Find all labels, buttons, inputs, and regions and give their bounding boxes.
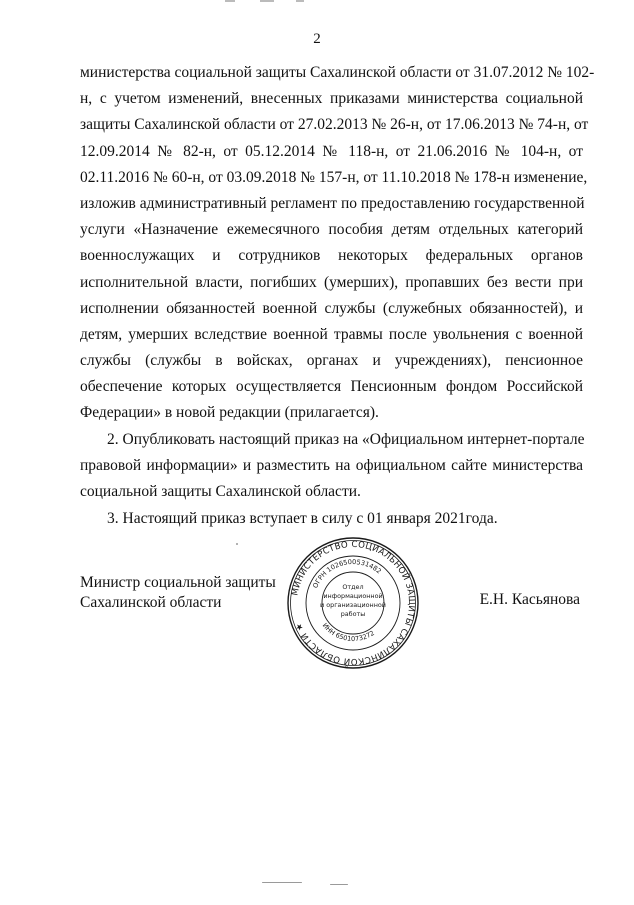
scan-artifact	[225, 0, 235, 2]
body-line: обеспечение которых осуществляется Пенсионным фондом Российской	[80, 378, 583, 396]
signatory-name: Е.Н. Касьянова	[479, 591, 580, 608]
body-text	[80, 60, 595, 532]
seal-outer-text: МИНИСТЕРСТВО СОЦИАЛЬНОЙ ЗАЩИТЫ САХАЛИНСКОЙ ОБЛАСТИ ★	[290, 539, 417, 667]
seal-center-line: и организационной	[320, 601, 386, 609]
body-line: министерства социальной защиты Сахалинской области от 31.07.2012 № 102-	[80, 64, 595, 81]
body-line: исполнительной власти, погибших (умерших), пропавших без вести при	[80, 273, 583, 291]
body-line: 12.09.2014 № 82-н, от 05.12.2014 № 118-н, от 21.06.2016 № 104-н, от	[80, 142, 583, 160]
body-line: службы (службы в войсках, органах и учреждениях), пенсионное	[80, 352, 583, 370]
body-line: исполнении обязанностей военной службы (служебных обязанностей), и	[80, 299, 583, 317]
body-line: военнослужащих и сотрудников некоторых федеральных органов	[80, 247, 583, 265]
seal-inn-text: ИНН 6501073272	[320, 621, 376, 644]
signatory-title	[80, 573, 276, 613]
scan-artifact	[296, 0, 304, 2]
scan-artifact	[262, 882, 302, 883]
seal-center-line: работы	[340, 610, 366, 618]
scan-artifact	[236, 543, 238, 545]
paragraph-3-line: 3. Настоящий приказ вступает в силу с 01 января 2021года.	[107, 510, 498, 528]
body-line: н, с учетом изменений, внесенных приказами министерства социальной	[80, 90, 583, 108]
official-seal-stamp	[286, 536, 420, 670]
seal-ogrn-text: ОГРН 1026500531482	[311, 557, 383, 590]
seal-center-line: информационной	[323, 592, 383, 600]
scan-artifact	[260, 0, 274, 2]
signatory-title-line: Сахалинской области	[80, 594, 222, 611]
paragraph-2-line: правовой информации» и разместить на официальном сайте министерства	[80, 456, 583, 474]
paragraph-2-line: 2. Опубликовать настоящий приказ на «Официальном интернет-портале	[107, 430, 585, 448]
signatory-title-line: Министр социальной защиты	[80, 574, 276, 591]
scan-artifact	[330, 884, 348, 885]
body-line: Федерации» в новой редакции (прилагается).	[80, 404, 379, 422]
body-line: изложив административный регламент по предоставлению государственной	[80, 194, 585, 212]
body-line: защиты Сахалинской области от 27.02.2013 № 26-н, от 17.06.2013 № 74-н, от	[80, 116, 589, 134]
page-number: 2	[313, 31, 321, 47]
paragraph-2-line: социальной защиты Сахалинской области.	[80, 483, 361, 500]
body-line: 02.11.2016 № 60-н, от 03.09.2018 № 157-н, от 11.10.2018 № 178-н изменение,	[80, 168, 588, 186]
body-line: услуги «Назначение ежемесячного пособия детям отдельных категорий	[80, 221, 583, 239]
body-line: детям, умерших вследствие военной травмы после увольнения с военной	[80, 325, 583, 343]
seal-center-line: Отдел	[342, 583, 364, 591]
